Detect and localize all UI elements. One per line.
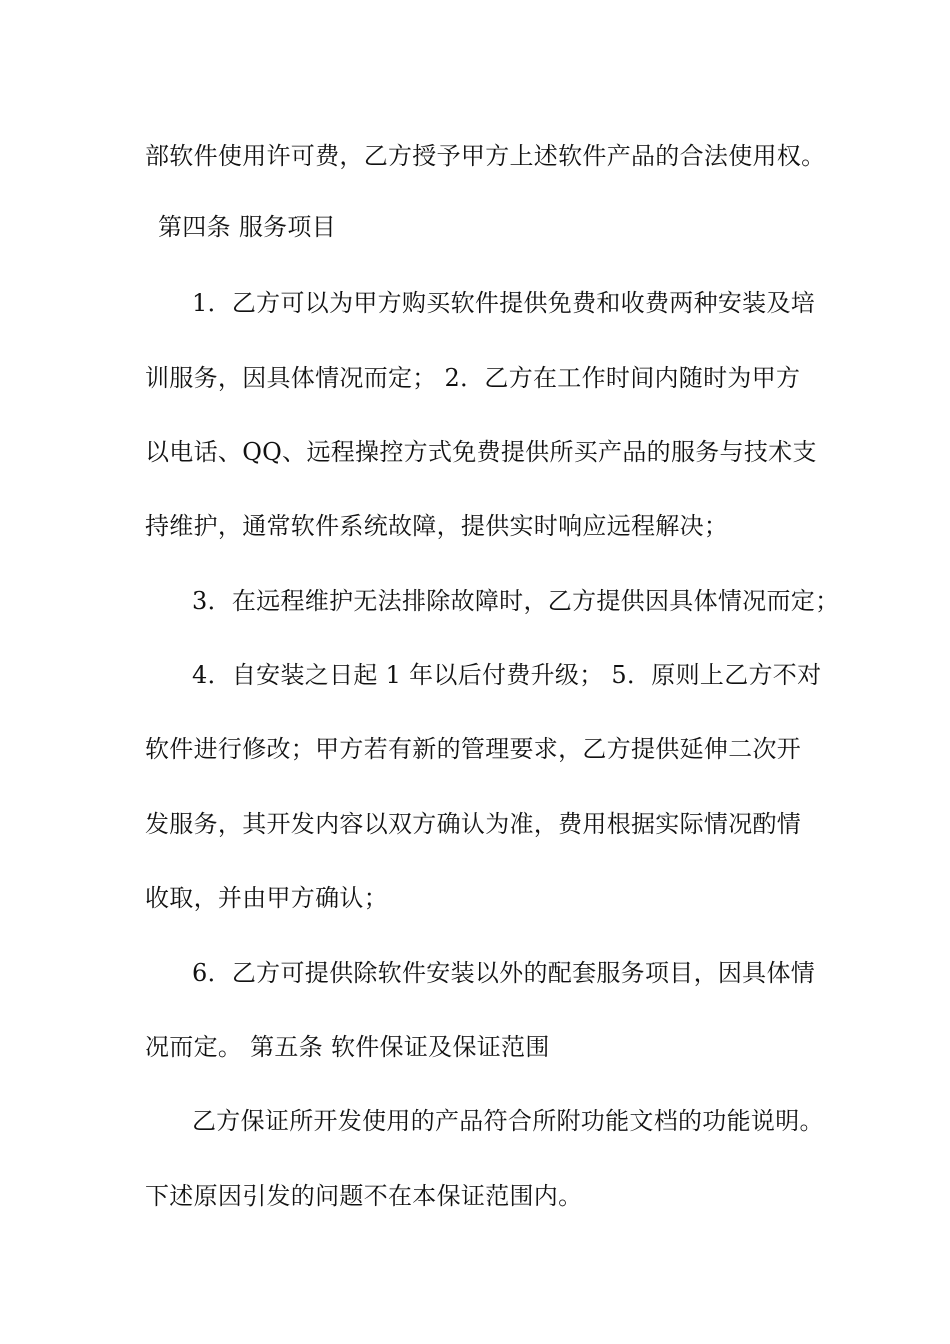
paragraph-line: 下述原因引发的问题不在本保证范围内。 [145,1182,583,1210]
paragraph-line: 发服务，其开发内容以双方确认为准，费用根据实际情况酌情 [145,810,802,838]
paragraph-line: 持维护，通常软件系统故障，提供实时响应远程解决； [145,512,729,540]
paragraph-line: 1．乙方可以为甲方购买软件提供免费和收费两种安装及培 [192,289,816,317]
section-heading: 第四条 服务项目 [158,213,337,241]
paragraph-line: 软件进行修改；甲方若有新的管理要求，乙方提供延伸二次开 [145,735,802,763]
paragraph-line: 收取，并由甲方确认； [145,884,388,912]
paragraph-line: 4．自安装之日起 1 年以后付费升级； 5．原则上乙方不对 [192,661,822,689]
paragraph-line: 6．乙方可提供除软件安装以外的配套服务项目，因具体情 [192,959,816,987]
paragraph-line: 3．在远程维护无法排除故障时，乙方提供因具体情况而定； [192,587,840,615]
paragraph-line: 部软件使用许可费，乙方授予甲方上述软件产品的合法使用权。 [145,142,826,170]
paragraph-line: 以电话、QQ、远程操控方式免费提供所买产品的服务与技术支 [145,438,817,466]
paragraph-line: 训服务，因具体情况而定； 2．乙方在工作时间内随时为甲方 [145,364,801,392]
paragraph-line: 乙方保证所开发使用的产品符合所附功能文档的功能说明。 [192,1107,824,1135]
paragraph-line: 况而定。 第五条 软件保证及保证范围 [145,1033,550,1061]
